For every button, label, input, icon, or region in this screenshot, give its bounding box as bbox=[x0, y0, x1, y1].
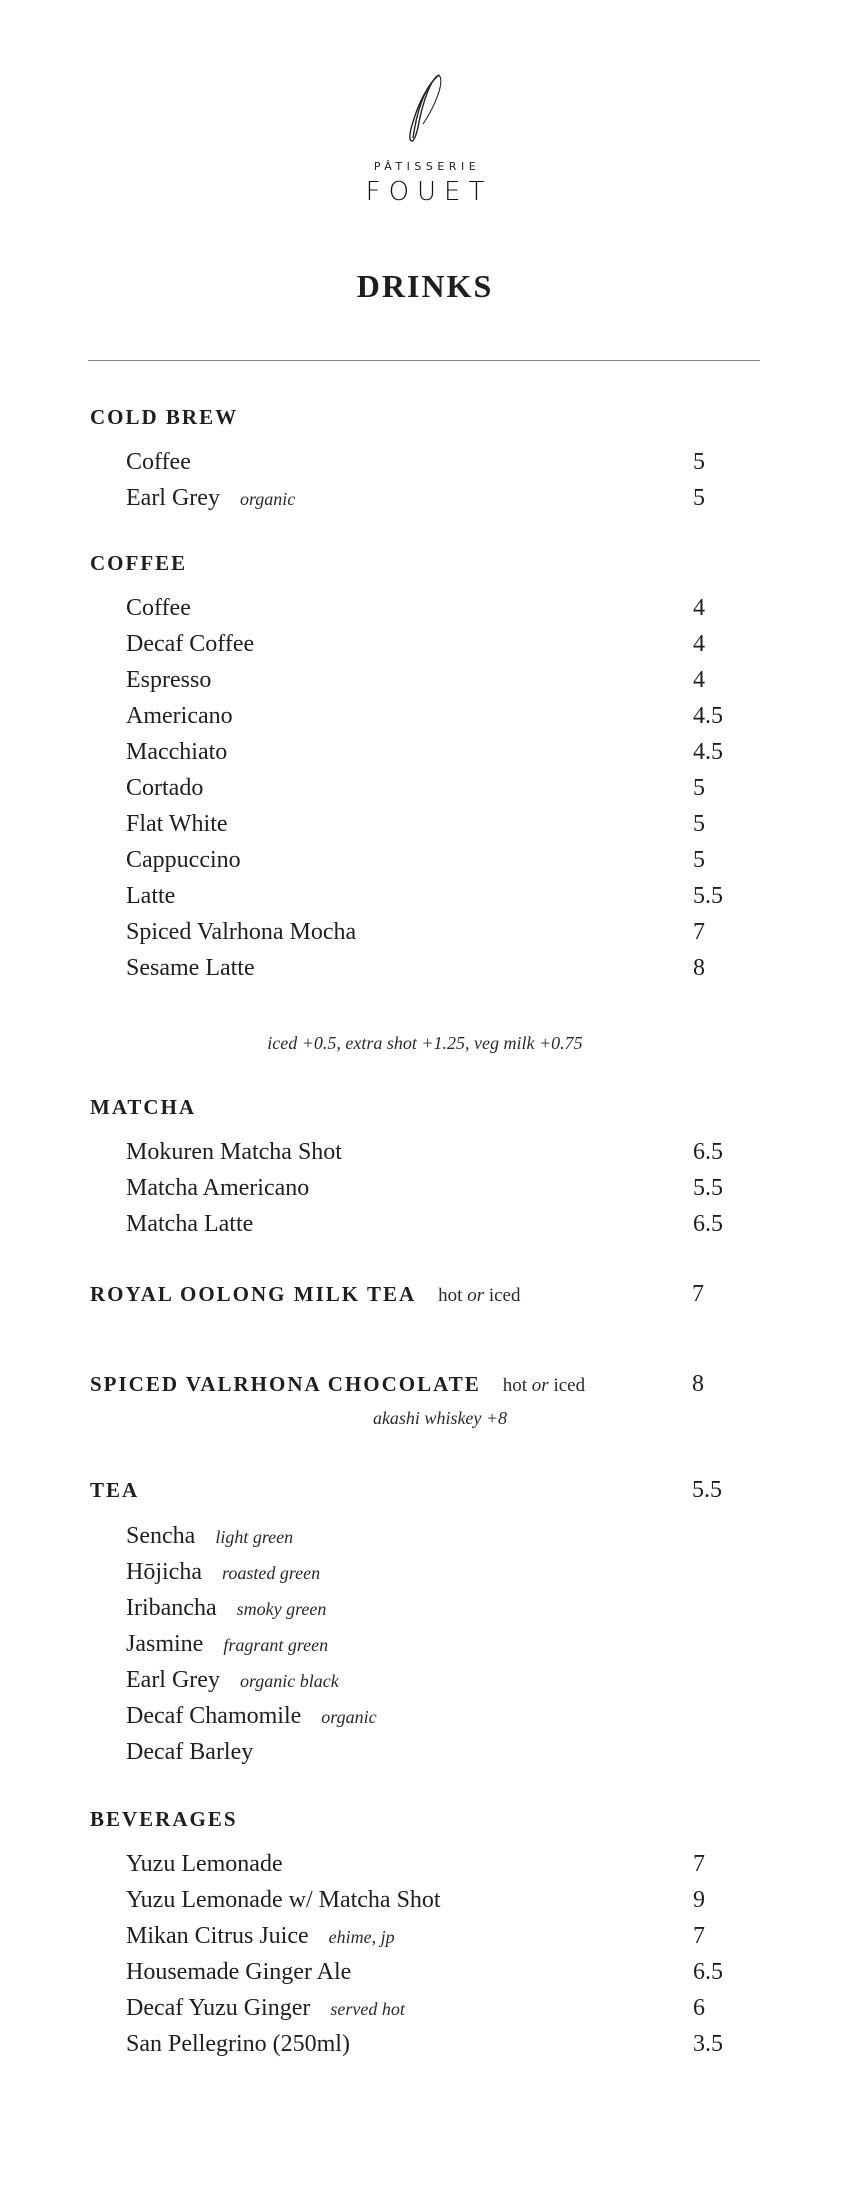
menu-item bbox=[126, 1698, 746, 1734]
item-name: San Pellegrino (250ml) bbox=[126, 2031, 350, 2057]
item-name: Americano bbox=[126, 703, 233, 729]
item-price: 3.5 bbox=[693, 2031, 723, 2057]
menu-item bbox=[126, 2026, 746, 2062]
menu-item bbox=[126, 1626, 746, 1662]
item-name: Earl Grey bbox=[126, 1667, 220, 1693]
item-price: 5 bbox=[693, 847, 705, 873]
menu-item bbox=[126, 1206, 746, 1242]
item-price: 5 bbox=[693, 775, 705, 801]
section-heading-oolong bbox=[90, 1279, 521, 1311]
menu-item bbox=[126, 770, 746, 806]
coffee-addons-note: iced +0.5, extra shot +1.25, veg milk +0.75 bbox=[267, 1033, 583, 1053]
section-heading-chocolate bbox=[90, 1369, 585, 1401]
item-price: 5 bbox=[693, 485, 705, 511]
menu-item bbox=[126, 1846, 746, 1882]
item-name: Decaf Coffee bbox=[126, 631, 255, 657]
item-name: Latte bbox=[126, 883, 176, 909]
menu-item bbox=[126, 1662, 746, 1698]
item-price: 7 bbox=[693, 919, 705, 945]
divider bbox=[88, 360, 760, 361]
menu-item bbox=[126, 1134, 746, 1170]
page-title: DRINKS bbox=[356, 268, 494, 304]
section-heading-coffee: COFFEE bbox=[90, 551, 188, 575]
item-note: organic black bbox=[239, 1671, 339, 1691]
item-name: Iribancha bbox=[126, 1595, 217, 1621]
item-price: 6.5 bbox=[693, 1139, 723, 1165]
menu-item bbox=[126, 806, 746, 842]
item-note: smoky green bbox=[236, 1599, 327, 1619]
menu-item bbox=[126, 734, 746, 770]
menu-item bbox=[126, 1518, 746, 1554]
item-price: 4.5 bbox=[693, 739, 723, 765]
item-price: 4 bbox=[693, 595, 705, 621]
item-name: Macchiato bbox=[126, 739, 228, 765]
item-price: 9 bbox=[693, 1887, 705, 1913]
section-heading-beverages: BEVERAGES bbox=[90, 1807, 238, 1831]
item-name: Sencha bbox=[126, 1523, 196, 1549]
item-name: Yuzu Lemonade bbox=[126, 1851, 283, 1877]
section-heading-matcha: MATCHA bbox=[90, 1095, 197, 1119]
brand-name: FOUET bbox=[365, 177, 493, 207]
item-price: 4 bbox=[693, 667, 705, 693]
item-price: 5 bbox=[693, 811, 705, 837]
brand-subtitle: PÂTISSERIE bbox=[373, 160, 481, 173]
item-name: Coffee bbox=[126, 595, 191, 621]
item-name: Matcha Americano bbox=[126, 1175, 310, 1201]
item-note: organic bbox=[239, 489, 296, 509]
menu-item bbox=[126, 914, 746, 950]
item-note: roasted green bbox=[221, 1563, 321, 1583]
item-name: Yuzu Lemonade w/ Matcha Shot bbox=[126, 1887, 441, 1913]
item-name: Sesame Latte bbox=[126, 955, 255, 981]
item-name: Mokuren Matcha Shot bbox=[126, 1139, 342, 1165]
menu-item bbox=[126, 1954, 746, 1990]
menu-item bbox=[126, 1554, 746, 1590]
menu-item bbox=[126, 626, 746, 662]
menu-item bbox=[126, 1882, 746, 1918]
item-name: Decaf Yuzu Ginger bbox=[126, 1995, 311, 2021]
item-name: Spiced Valrhona Mocha bbox=[126, 919, 357, 945]
item-note: fragrant green bbox=[223, 1635, 329, 1655]
menu-item bbox=[126, 950, 746, 986]
oolong-serving-note: hot or iced bbox=[438, 1285, 521, 1306]
item-note: organic bbox=[321, 1707, 377, 1727]
chocolate-price: 8 bbox=[692, 1371, 704, 1397]
item-name: Earl Grey bbox=[126, 485, 220, 511]
menu-item bbox=[126, 842, 746, 878]
menu-item bbox=[126, 480, 746, 516]
section-heading-cold-brew: COLD BREW bbox=[90, 405, 239, 429]
oolong-price: 7 bbox=[692, 1281, 704, 1307]
item-note: ehime, jp bbox=[328, 1927, 395, 1947]
item-name: Flat White bbox=[126, 811, 228, 837]
item-price: 5.5 bbox=[693, 1175, 723, 1201]
chocolate-addon-note: akashi whiskey +8 bbox=[372, 1408, 508, 1428]
menu-item bbox=[126, 662, 746, 698]
chocolate-serving-note: hot or iced bbox=[502, 1375, 586, 1396]
item-note: served hot bbox=[330, 1999, 405, 2019]
item-price: 4.5 bbox=[693, 703, 723, 729]
menu-item bbox=[126, 1918, 746, 1954]
menu-item bbox=[126, 1734, 746, 1770]
item-price: 4 bbox=[693, 631, 705, 657]
item-name: Espresso bbox=[126, 667, 212, 693]
chocolate-heading: SPICED VALRHONA CHOCOLATE bbox=[90, 1372, 481, 1396]
menu-item bbox=[126, 444, 746, 480]
item-name: Matcha Latte bbox=[126, 1211, 254, 1237]
item-name: Jasmine bbox=[126, 1631, 204, 1657]
brand-logo bbox=[0, 72, 850, 207]
whisk-icon bbox=[395, 72, 455, 144]
oolong-heading: ROYAL OOLONG MILK TEA bbox=[90, 1282, 417, 1306]
item-price: 6.5 bbox=[693, 1959, 723, 1985]
item-name: Housemade Ginger Ale bbox=[126, 1959, 352, 1985]
menu-item bbox=[126, 1170, 746, 1206]
menu-item bbox=[126, 878, 746, 914]
menu-item bbox=[126, 1590, 746, 1626]
menu-item bbox=[126, 590, 746, 626]
item-price: 6.5 bbox=[693, 1211, 723, 1237]
item-name: Decaf Barley bbox=[126, 1739, 254, 1765]
tea-price: 5.5 bbox=[692, 1477, 722, 1503]
item-price: 7 bbox=[693, 1851, 705, 1877]
item-price: 6 bbox=[693, 1995, 705, 2021]
item-name: Hōjicha bbox=[126, 1559, 202, 1585]
item-note: light green bbox=[215, 1527, 294, 1547]
item-name: Coffee bbox=[126, 449, 191, 475]
item-price: 5 bbox=[693, 449, 705, 475]
item-name: Cappuccino bbox=[126, 847, 241, 873]
item-name: Cortado bbox=[126, 775, 204, 801]
item-price: 5.5 bbox=[693, 883, 723, 909]
menu-item bbox=[126, 1990, 746, 2026]
section-heading-tea: TEA bbox=[90, 1478, 140, 1502]
item-price: 7 bbox=[693, 1923, 705, 1949]
menu-item bbox=[126, 698, 746, 734]
item-name: Mikan Citrus Juice bbox=[126, 1923, 309, 1949]
item-name: Decaf Chamomile bbox=[126, 1703, 302, 1729]
item-price: 8 bbox=[693, 955, 705, 981]
